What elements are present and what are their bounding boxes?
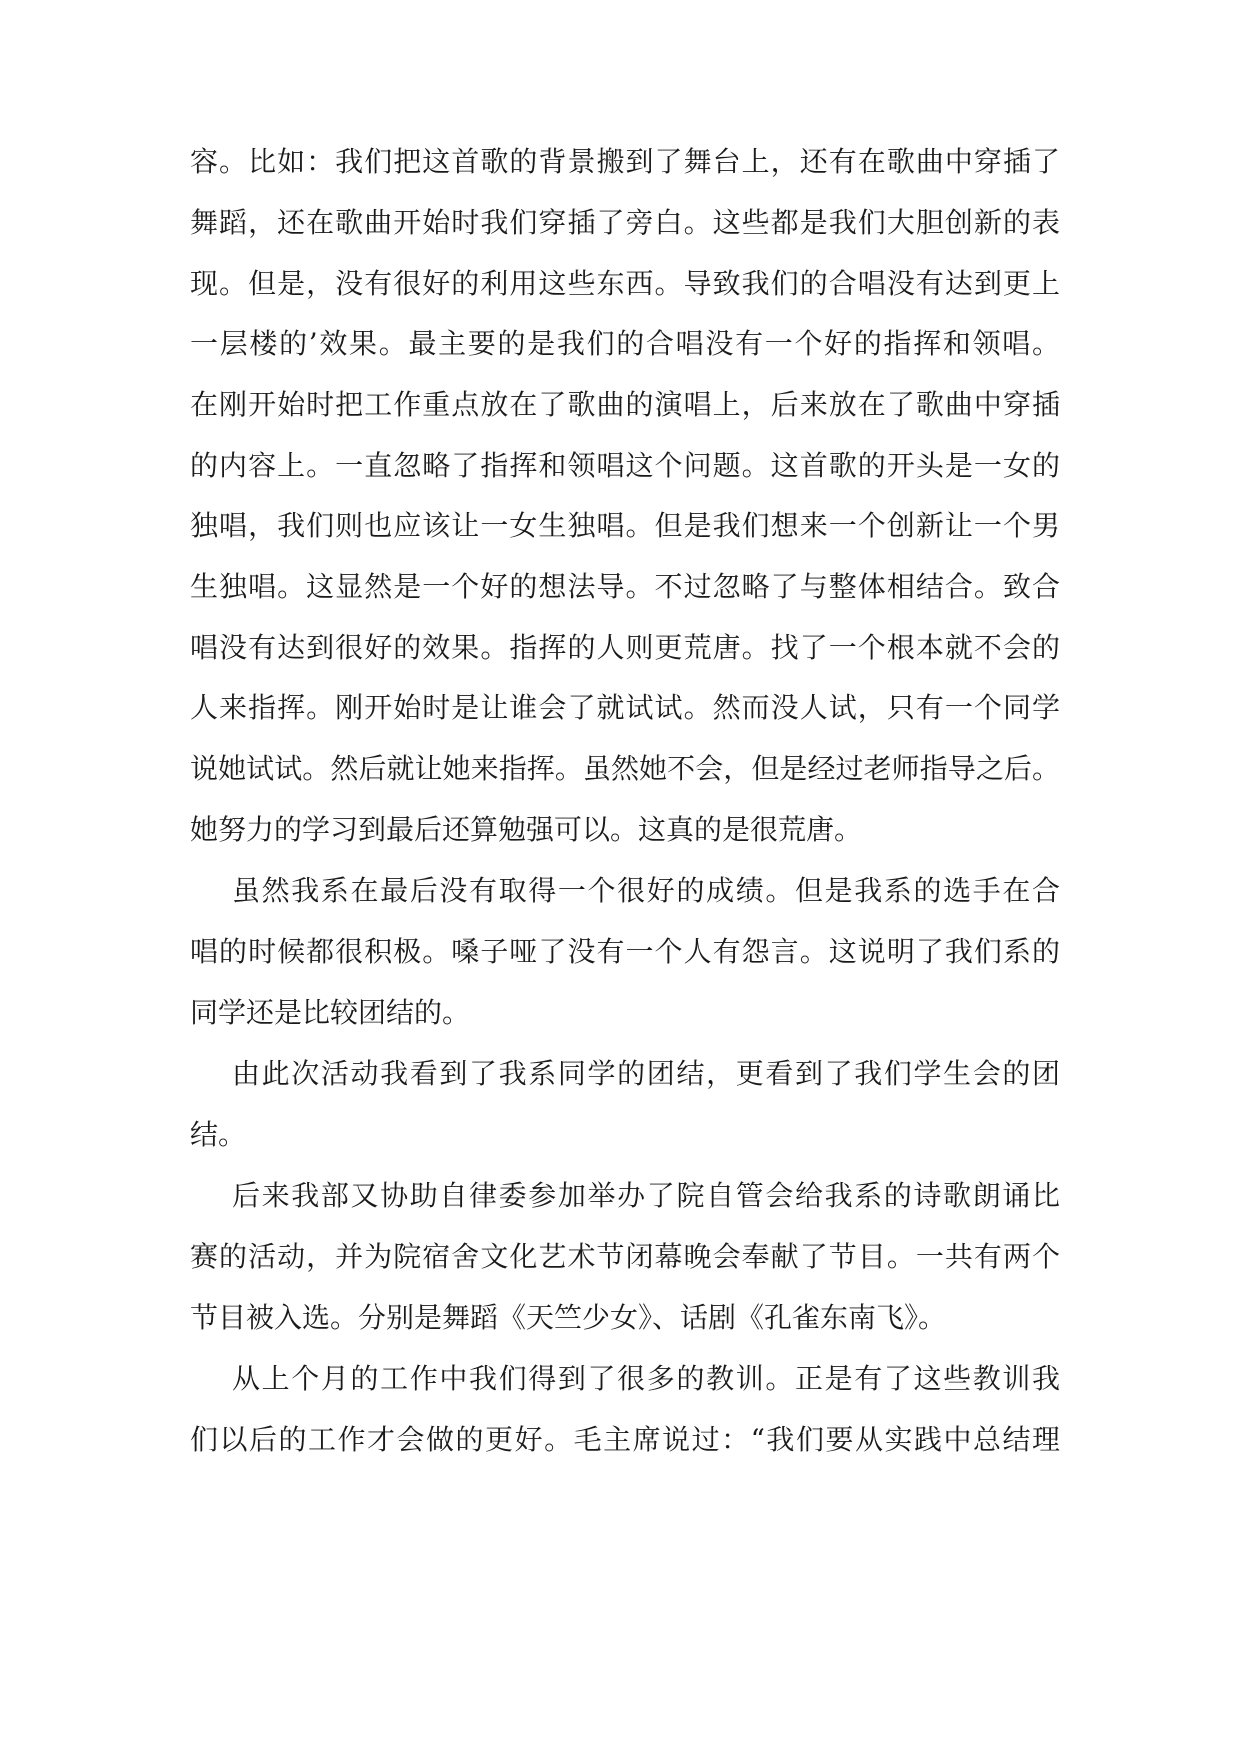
body-text-line: 唱的时候都很积极。嗓子哑了没有一个人有怨言。这说明了我们系的: [190, 935, 1060, 968]
body-text-line: 同学还是比较团结的。: [190, 996, 471, 1029]
body-text-line: 容。比如：我们把这首歌的背景搬到了舞台上，还有在歌曲中穿插了: [190, 145, 1060, 178]
body-text-line: 的内容上。一直忽略了指挥和领唱这个问题。这首歌的开头是一女的: [190, 449, 1060, 482]
body-text-line: 结。: [190, 1118, 247, 1151]
paragraph-first-line: 后来我部又协助自律委参加举办了院自管会给我系的诗歌朗诵比: [232, 1179, 1060, 1212]
body-text-line: 们以后的工作才会做的更好。毛主席说过：“我们要从实践中总结理: [190, 1423, 1060, 1456]
body-text-line: 节目被入选。分别是舞蹈《天竺少女》、话剧《孔雀东南飞》。: [190, 1301, 947, 1334]
body-text-line: 一层楼的’效果。最主要的是我们的合唱没有一个好的指挥和领唱。: [190, 327, 1060, 360]
paragraph-first-line: 由此次活动我看到了我系同学的团结，更看到了我们学生会的团: [232, 1057, 1060, 1090]
paragraph-first-line: 从上个月的工作中我们得到了很多的教训。正是有了这些教训我: [232, 1362, 1060, 1395]
paragraph-first-line: 虽然我系在最后没有取得一个很好的成绩。但是我系的选手在合: [232, 874, 1060, 907]
body-text-line: 唱没有达到很好的效果。指挥的人则更荒唐。找了一个根本就不会的: [190, 631, 1060, 664]
body-text-line: 在刚开始时把工作重点放在了歌曲的演唱上，后来放在了歌曲中穿插: [190, 388, 1060, 421]
body-text-line: 舞蹈，还在歌曲开始时我们穿插了旁白。这些都是我们大胆创新的表: [190, 206, 1060, 239]
body-text-line: 生独唱。这显然是一个好的想法导。不过忽略了与整体相结合。致合: [190, 570, 1060, 603]
body-text-line: 说她试试。然后就让她来指挥。虽然她不会，但是经过老师指导之后。: [190, 752, 1060, 785]
body-text-line: 她努力的学习到最后还算勉强可以。这真的是很荒唐。: [190, 813, 863, 846]
body-text-line: 赛的活动，并为院宿舍文化艺术节闭幕晚会奉献了节目。一共有两个: [190, 1240, 1060, 1273]
body-text-line: 独唱，我们则也应该让一女生独唱。但是我们想来一个创新让一个男: [190, 509, 1060, 542]
body-text-line: 人来指挥。刚开始时是让谁会了就试试。然而没人试，只有一个同学: [190, 691, 1060, 724]
body-text-line: 现。但是，没有很好的利用这些东西。导致我们的合唱没有达到更上: [190, 267, 1060, 300]
